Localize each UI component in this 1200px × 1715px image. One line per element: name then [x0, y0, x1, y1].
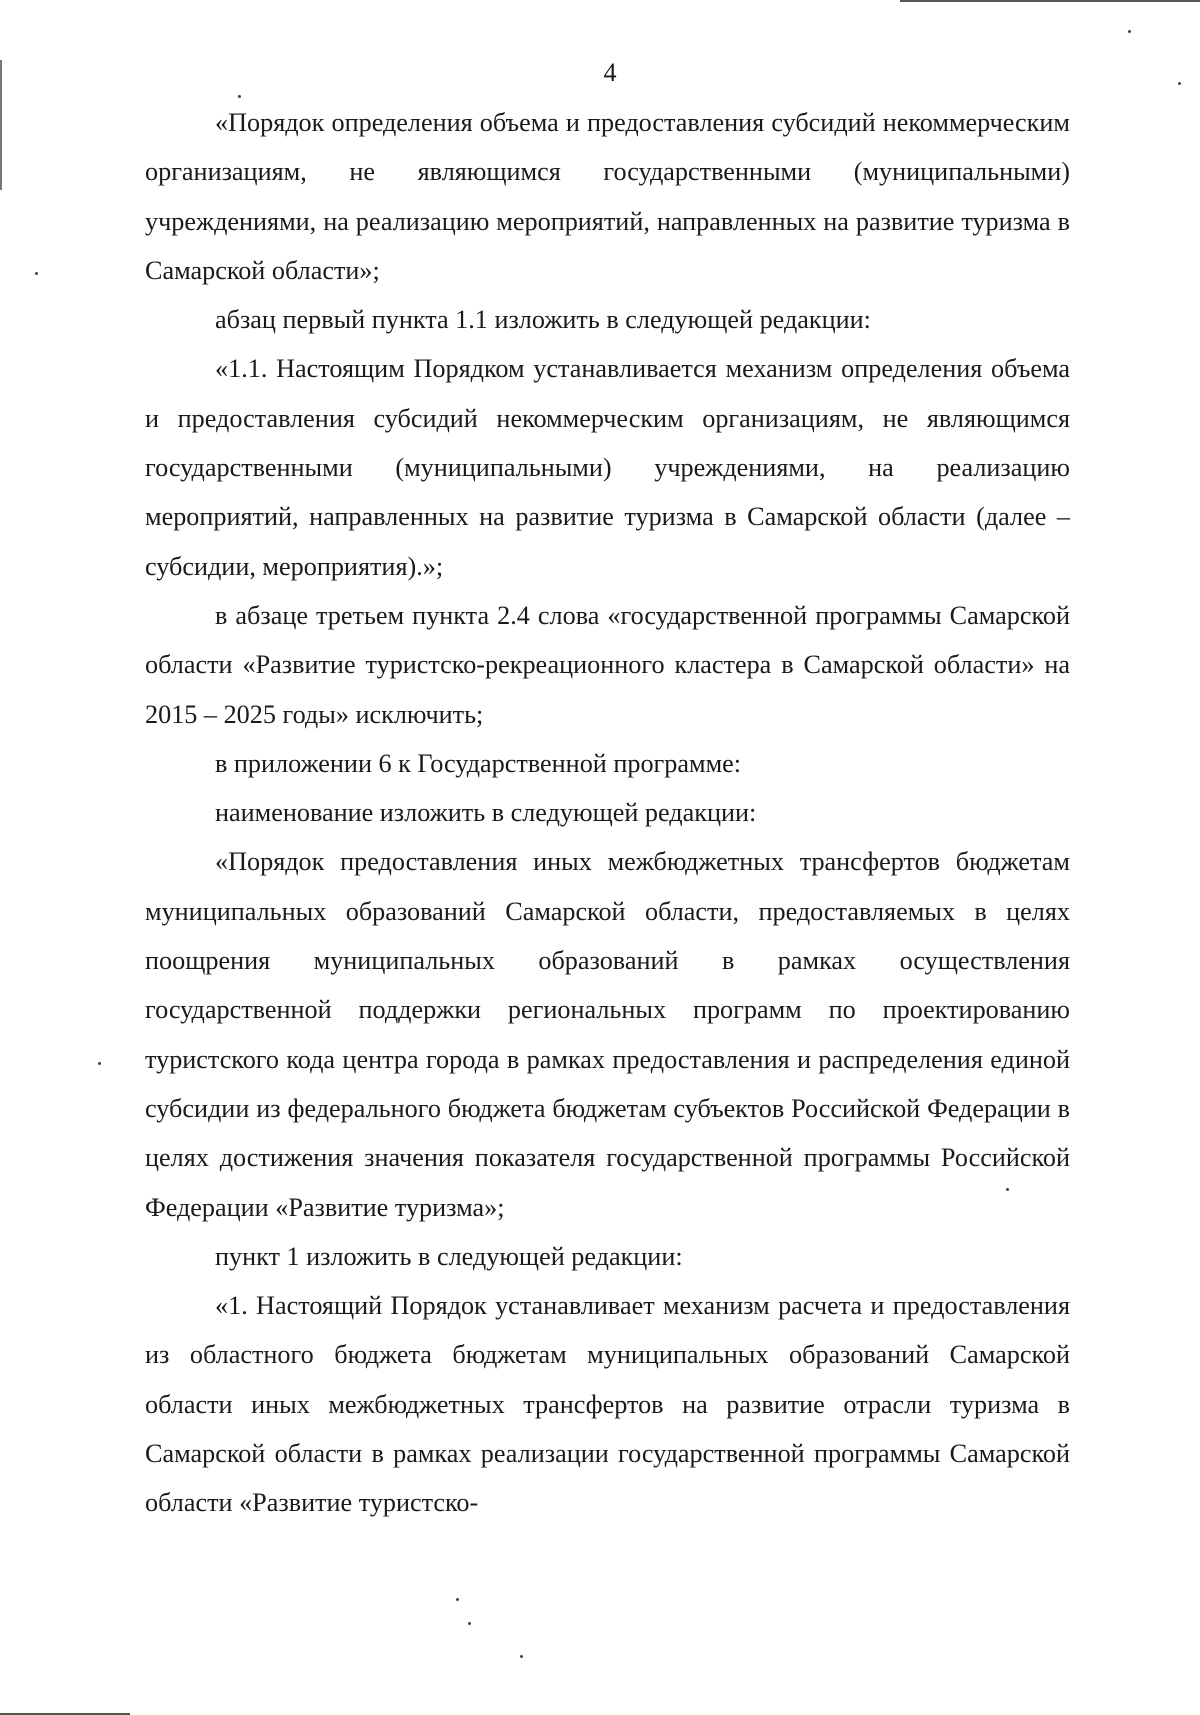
- scan-edge-top: [900, 0, 1200, 2]
- paragraph: в приложении 6 к Государственной программе:: [215, 748, 742, 778]
- document-body: [145, 98, 1070, 1528]
- paragraph: «1.1. Настоящим Порядком устанавливается механизм определения объема и предоставления субсидий некоммерческим организациям, не являющимся государственными (муниципальными) учреждениями, на реализацию мероприятий, направленных на развитие туризма в Самарской области (далее – субсидии, мероприятия).»;: [145, 354, 1070, 581]
- page-number: 4: [603, 58, 617, 87]
- scan-speck: [98, 1062, 101, 1065]
- scan-speck: [35, 272, 38, 275]
- scan-speck: [456, 1598, 459, 1601]
- scan-speck: [520, 1655, 523, 1658]
- paragraph: «Порядок предоставления иных межбюджетных трансфертов бюджетам муниципальных образований Самарской области, предоставляемых в целях поощрения муниципальных образований в рамках осуществления государственной поддержки региональных программ по проектированию туристского кода центра города в рамках предоставления и распределения единой субсидии из федерального бюджета бюджетам субъектов Российской Федерации в целях достижения значения показателя государственной программы Российской Федерации «Развитие туризма»;: [145, 847, 1070, 1222]
- paragraph: «Порядок определения объема и предоставления субсидий некоммерческим организациям, не являющимся государственными (муниципальными) учреждениями, на реализацию мероприятий, направленных на развитие туризма в Самарской области»;: [145, 108, 1070, 285]
- paragraph: «1. Настоящий Порядок устанавливает механизм расчета и предоставления из областного бюджета бюджетам муниципальных образований Самарской области иных межбюджетных трансфертов на развитие отрасли туризма в Самарской области в рамках реализации государственной программы Самарской области «Развитие туристско-: [145, 1291, 1070, 1518]
- scan-speck: [468, 1622, 471, 1625]
- paragraph: абзац первый пункта 1.1 изложить в следующей редакции:: [215, 305, 871, 335]
- paragraph: пункт 1 изложить в следующей редакции:: [215, 1241, 683, 1271]
- paragraph: в абзаце третьем пункта 2.4 слова «государственной программы Самарской области «Развитие туристско-рекреационного кластера в Самарской области» на 2015 – 2025 годы» исключить;: [145, 600, 1070, 729]
- paragraph: наименование изложить в следующей редакции:: [215, 798, 757, 828]
- scan-speck: [1128, 30, 1131, 33]
